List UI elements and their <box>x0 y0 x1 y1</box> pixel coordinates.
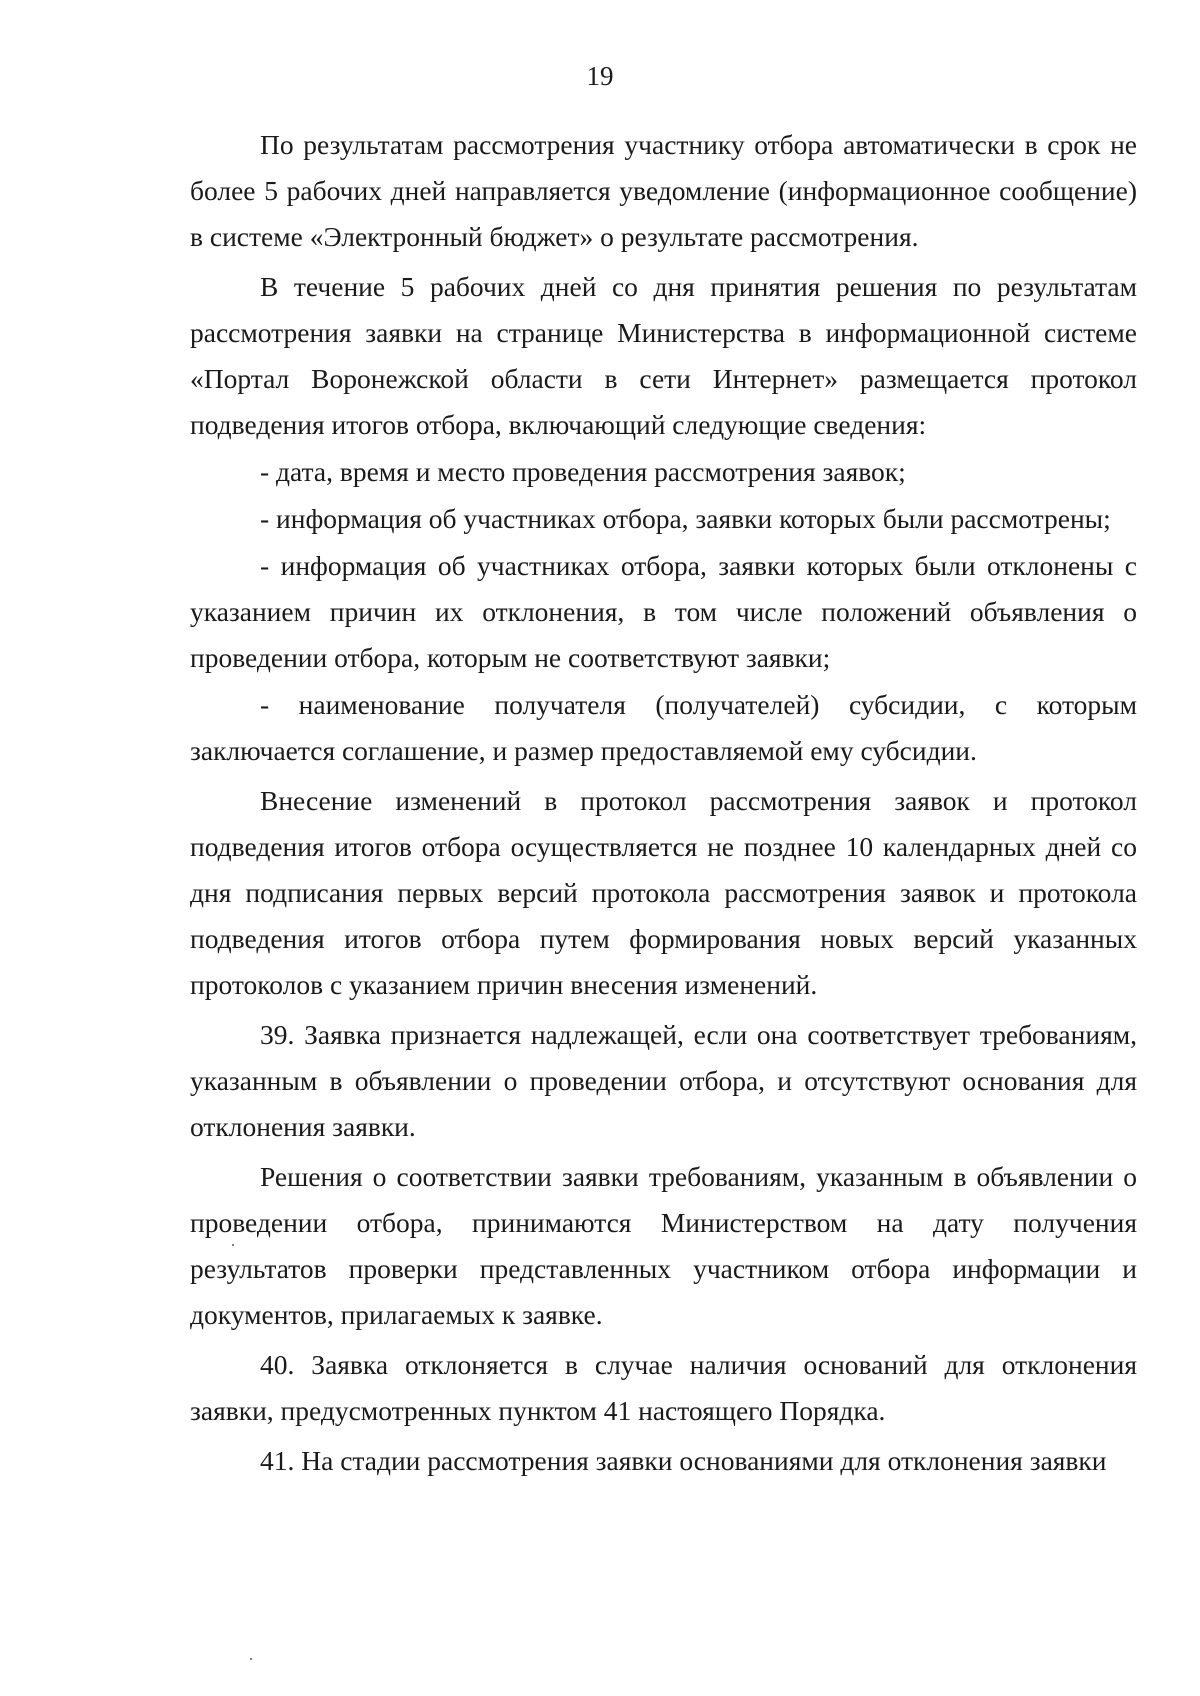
scan-speck <box>232 1244 234 1246</box>
paragraph-notification: По результатам рассмотрения участнику отбора автоматически в срок не более 5 рабочих дней направляется уведомление (информационное сообщение) в системе «Электронный бюджет» о результате рассмотрения. <box>190 129 1137 252</box>
paragraph-item-40: 40. Заявка отклоняется в случае наличия оснований для отклонения заявки, предусмотренных пунктом 41 настоящего Порядка. <box>190 1349 1137 1426</box>
paragraph-item-39: 39. Заявка признается надлежащей, если она соответствует требованиям, указанным в объявлении о проведении отбора, и отсутствуют основания для отклонения заявки. <box>190 1019 1137 1142</box>
list-item-reviewed-participants: - информация об участниках отбора, заявки которых были рассмотрены; <box>260 503 1111 534</box>
page-number: 19 <box>586 61 614 91</box>
scan-speck <box>250 1658 252 1660</box>
paragraph-item-41: 41. На стадии рассмотрения заявки основаниями для отклонения заявки <box>260 1445 1107 1476</box>
document-body <box>190 122 1137 1485</box>
list-item-date-time-place: - дата, время и место проведения рассмотрения заявок; <box>260 456 906 487</box>
paragraph-protocol-publication: В течение 5 рабочих дней со дня принятия решения по результатам рассмотрения заявки на странице Министерства в информационной системе «Портал Воронежской области в сети Интернет» размещается протокол подведения итогов отбора, включающий следующие сведения: <box>190 271 1137 440</box>
list-item-recipient: - наименование получателя (получателей) субсидии, с которым заключается соглашение, и размер предоставляемой ему субсидии. <box>190 689 1137 766</box>
list-item-rejected-participants: - информация об участниках отбора, заявки которых были отклонены с указанием причин их отклонения, в том числе положений объявления о проведении отбора, которым не соответствуют заявки; <box>190 550 1137 673</box>
paragraph-compliance-decision: Решения о соответствии заявки требованиям, указанным в объявлении о проведении отбора, принимаются Министерством на дату получения результатов проверки представленных участником отбора информации и документов, прилагаемых к заявке. <box>190 1161 1137 1330</box>
paragraph-protocol-changes: Внесение изменений в протокол рассмотрения заявок и протокол подведения итогов отбора осуществляется не позднее 10 календарных дней со дня подписания первых версий протокола рассмотрения заявок и протокола подведения итогов отбора путем формирования новых версий указанных протоколов с указанием причин внесения изменений. <box>190 785 1137 1000</box>
